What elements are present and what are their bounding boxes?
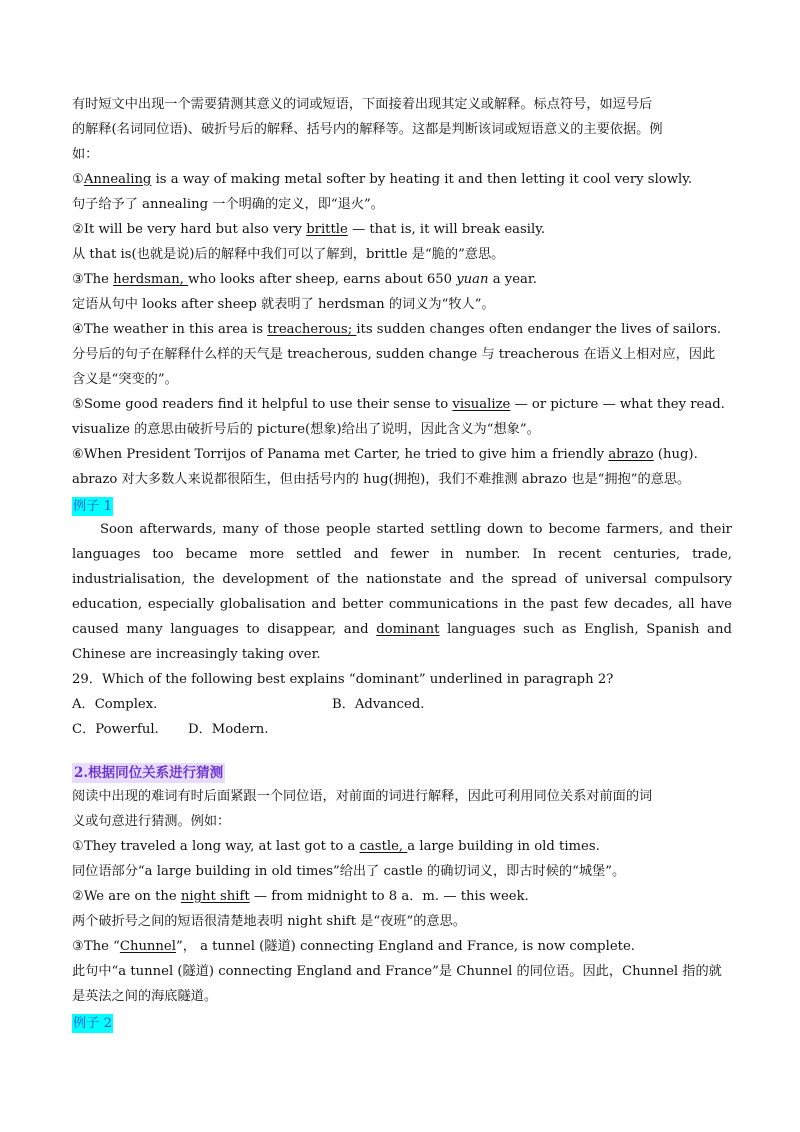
options-row [72,717,732,742]
sentence-text: — or picture — what they read. [510,397,725,412]
option-b[interactable]: B．Advanced. [332,697,425,712]
example-sentence-2 [72,217,732,242]
sentence-text: its sudden changes often endanger the lives of sailors. [356,322,722,337]
sentence-text: ④The weather in this area is [72,322,268,337]
example-sentence-3 [72,267,732,292]
section-heading: 2.根据同位关系进行猜测 [74,765,224,781]
example-sentence-4 [72,317,732,342]
sentence-text: ⑥When President Torrijos of Panama met Carter, he tried to give him a friendly [72,447,609,462]
example-sentence-5 [72,392,732,417]
document-body [72,92,732,1034]
key-word: dominant [376,622,440,637]
key-word: Annealing [83,172,152,187]
key-word: herdsman, [113,272,189,287]
sentence-text: who looks after sheep, earns about 650 [188,272,457,287]
option-c[interactable]: C．Powerful. [72,722,159,737]
appositive-explanation-1: 同位语部分“a large building in old times”给出了 castle 的确切词义，即古时候的“城堡”。 [72,864,626,879]
sentence-text: ③The [72,272,114,287]
key-word: treacherous; [267,322,357,337]
sentence-text: a year. [488,272,537,287]
intro-line: 有时短文中出现一个需要猜测其意义的词或短语，下面接着出现其定义或解释。标点符号，如逗号后 [72,97,653,112]
sentence-text: ②It will be very hard but also very [72,222,307,237]
explanation-4-cont: 含义是“突变的”。 [72,372,178,387]
explanation-3: 定语从句中 looks after sheep 就表明了 herdsman 的词义为“牧人”。 [72,297,495,312]
appositive-sentence-1 [72,834,732,859]
explanation-5: visualize 的意思由破折号后的 picture(想象)给出了说明，因此含义为“想象”。 [72,422,540,437]
sentence-text: ③The “ [72,939,120,954]
sentence-text: (hug). [653,447,698,462]
options-row [72,692,732,717]
question-29: 29．Which of the following best explains “dominant” underlined in paragraph 2? [72,672,614,687]
paragraph-text: languages such as English, Spanish and Chinese are increasingly taking over. [72,622,732,662]
appositive-explanation-3-cont: 是英法之间的海底隧道。 [72,989,218,1004]
key-word: visualize [452,397,511,412]
option-a[interactable]: A．Complex. [72,697,158,712]
key-word: Chunnel [119,939,176,954]
sentence-text: — that is, it will break easily. [347,222,546,237]
example-sentence-6 [72,442,732,467]
example-label-1: 例子 1 [73,499,112,514]
section-intro: 阅读中出现的难词有时后面紧跟一个同位语，对前面的词进行解释，因此可利用同位关系对前面的词 [72,789,653,804]
key-word: castle, [359,839,408,854]
paragraph-text: Soon afterwards, many of those people started settling down to become farmers, and their languages too became more settled and fewer in number. In recent centuries, trade, industrialisation, the development of the nationstate and the spread of universal compulsory education, especially globalisation and better communications in the past few decades, all have caused many languages to disappear, and [72,522,732,637]
sentence-text: is a way of making metal softer by heating it and then letting it cool very slowly. [151,172,693,187]
bullet: ① [72,172,84,187]
appositive-sentence-3 [72,934,732,959]
appositive-sentence-2 [72,884,732,909]
appositive-explanation-3: 此句中“a tunnel (隧道) connecting England and France”是 Chunnel 的同位语。因此，Chunnel 指的就 [72,964,722,979]
intro-line: 如： [72,147,99,162]
example-label-2: 例子 2 [73,1016,112,1031]
italic-word: yuan [456,272,489,287]
intro-line: 的解释(名词同位语)、破折号后的解释、括号内的解释等。这都是判断该词或短语意义的主要依据。例 [72,122,663,137]
reading-paragraph [72,517,732,667]
sentence-text: ”， a tunnel (隧道) connecting England and France, is now complete. [175,939,635,954]
sentence-text: ⑤Some good readers find it helpful to use their sense to [72,397,453,412]
key-word: night shift [180,889,250,904]
explanation-1: 句子给予了 annealing 一个明确的定义，即“退火”。 [72,197,384,212]
sentence-text: a large building in old times. [407,839,600,854]
key-word: brittle [306,222,348,237]
explanation-2: 从 that is(也就是说)后的解释中我们可以了解到，brittle 是“脆的”意思。 [72,247,505,262]
sentence-text: — from midnight to 8 a．m. — this week. [249,889,529,904]
example-sentence-1 [72,167,732,192]
explanation-6: abrazo 对大多数人来说都很陌生，但由括号内的 hug(拥抱)，我们不难推测 abrazo 也是“拥抱”的意思。 [72,472,691,487]
appositive-explanation-2: 两个破折号之间的短语很清楚地表明 night shift 是“夜班”的意思。 [72,914,466,929]
sentence-text: ①They traveled a long way, at last got to a [72,839,360,854]
section-intro: 义或句意进行猜测。例如： [72,814,231,829]
key-word: abrazo [608,447,654,462]
sentence-text: ②We are on the [72,889,181,904]
option-d[interactable]: D．Modern. [188,722,269,737]
explanation-4: 分号后的句子在解释什么样的天气是 treacherous, sudden change 与 treacherous 在语义上相对应，因此 [72,347,716,362]
